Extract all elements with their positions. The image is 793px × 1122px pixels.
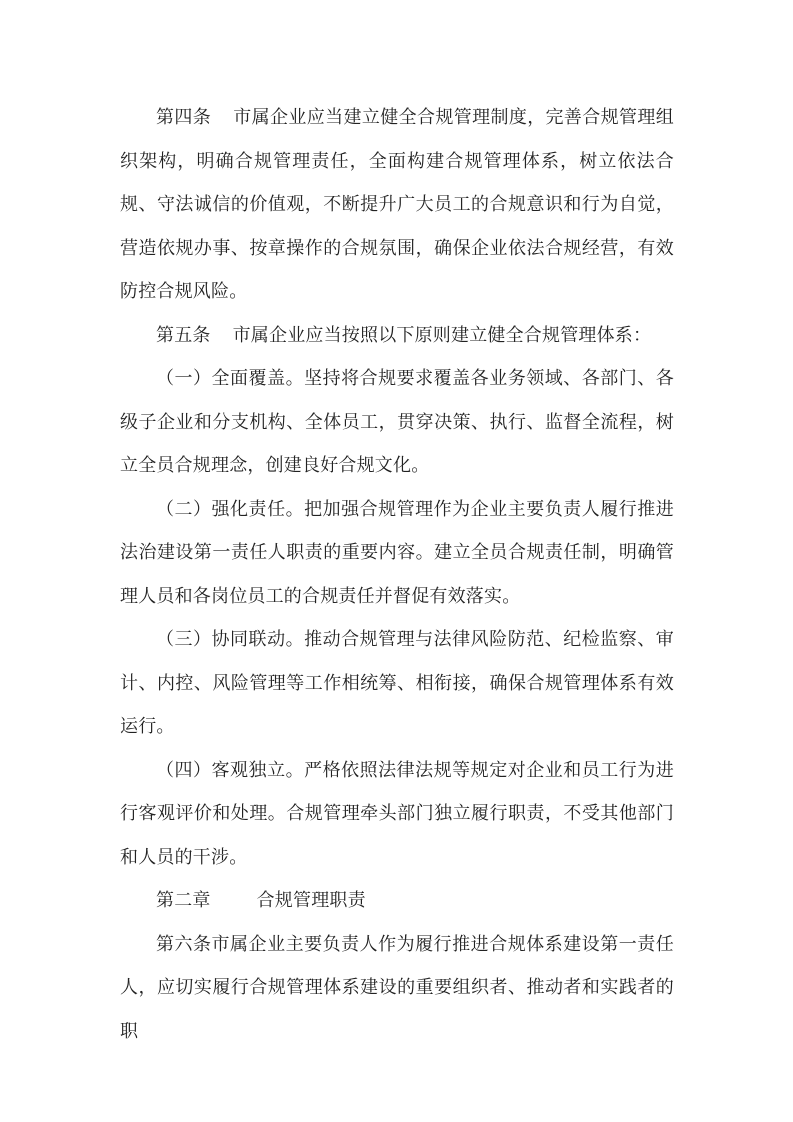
principle-1-paragraph: （一）全面覆盖。坚持将合规要求覆盖各业务领域、各部门、各级子企业和分支机构、全体员工，贯穿决策、执行、监督全流程，树立全员合规理念，创建良好合规文化。 (120, 368, 674, 476)
article-5-text: 市属企业应当按照以下原则建立健全合规管理体系： (232, 324, 652, 346)
article-4-label: 第四条 (156, 107, 212, 128)
article-5-paragraph (120, 314, 674, 358)
article-6-paragraph: 第六条市属企业主要负责人作为履行推进合规体系建设第一责任人，应切实履行合规管理体系建设的重要组织者、推动者和实践者的职 (120, 933, 674, 1042)
chapter-2-label: 第二章 (156, 890, 211, 911)
chapter-2-title: 合规管理职责 (256, 890, 366, 911)
principle-4-paragraph: （四）客观独立。严格依照法律法规等规定对企业和员工行为进行客观评价和处理。合规管理牵头部门独立履行职责，不受其他部门和人员的干涉。 (120, 759, 674, 868)
principle-3-paragraph: （三）协同联动。推动合规管理与法律风险防范、纪检监察、审计、内控、风险管理等工作相统筹、相衔接，确保合规管理体系有效运行。 (120, 629, 674, 737)
document-body (120, 96, 674, 1053)
article-4-paragraph (120, 96, 674, 314)
article-4-text: 市属企业应当建立健全合规管理制度，完善合规管理组织架构，明确合规管理责任，全面构建合规管理体系，树立依法合规、守法诚信的价值观，不断提升广大员工的合规意识和行为自觉，营造依规办事、按章操作的合规氛围，确保企业依法合规经营，有效防控合规风险。 (120, 107, 674, 302)
principle-2-paragraph: （二）强化责任。把加强合规管理作为企业主要负责人履行推进法治建设第一责任人职责的重要内容。建立全员合规责任制，明确管理人员和各岗位员工的合规责任并督促有效落实。 (120, 498, 674, 607)
chapter-2-heading (120, 879, 674, 923)
article-5-label: 第五条 (156, 324, 211, 346)
